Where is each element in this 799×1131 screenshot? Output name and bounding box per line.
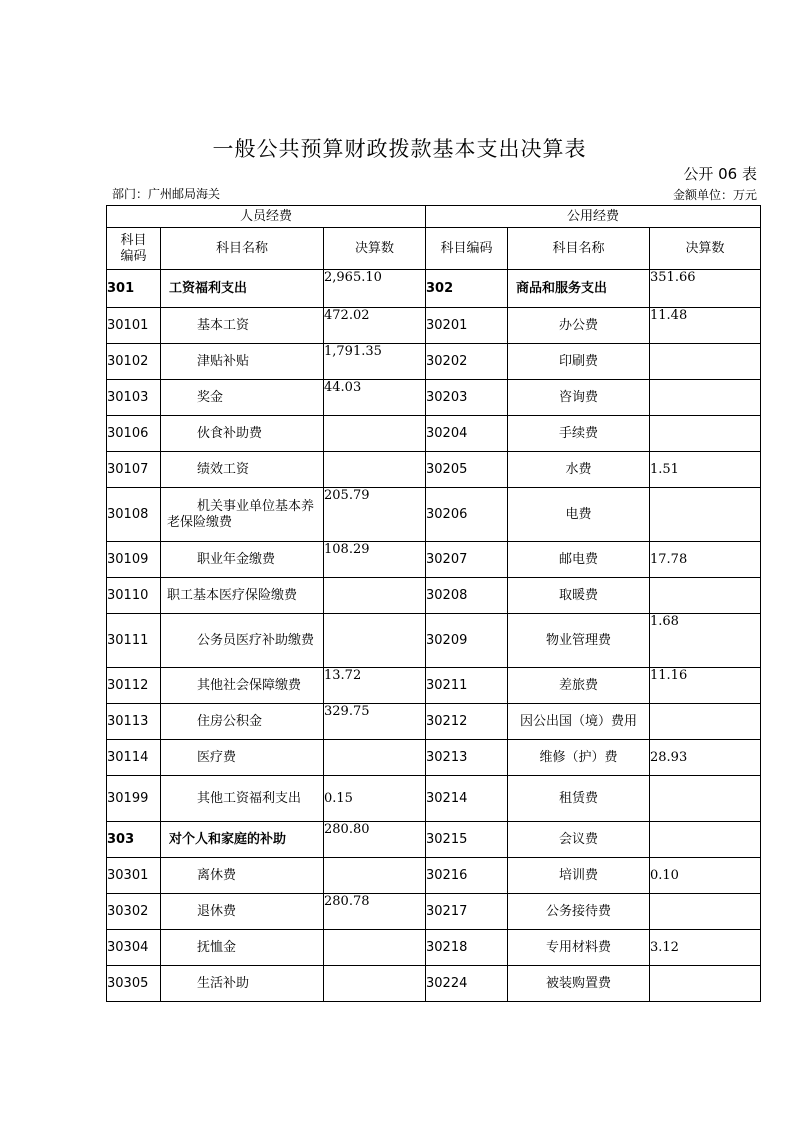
- column-header-row: [107, 228, 761, 270]
- right-item-code: 30213: [426, 740, 508, 776]
- left-item-amount: 472.02: [324, 308, 426, 344]
- table-row: [107, 416, 761, 452]
- left-item-name: 职业年金缴费: [161, 542, 324, 578]
- right-item-name: 因公出国（境）费用: [508, 704, 650, 740]
- right-item-name: 培训费: [508, 858, 650, 894]
- table-row: [107, 344, 761, 380]
- right-item-amount: 351.66: [650, 270, 761, 308]
- left-item-name: 其他工资福利支出: [161, 776, 324, 822]
- right-item-amount: [650, 894, 761, 930]
- left-item-code: 30110: [107, 578, 161, 614]
- left-item-code: 30103: [107, 380, 161, 416]
- left-item-code: 30302: [107, 894, 161, 930]
- table-row: [107, 578, 761, 614]
- left-item-amount: [324, 966, 426, 1002]
- right-item-code: 30217: [426, 894, 508, 930]
- right-amount-header: 决算数: [650, 228, 761, 270]
- left-code-header: 科目编码: [107, 228, 161, 270]
- right-item-code: 30211: [426, 668, 508, 704]
- right-item-amount: [650, 344, 761, 380]
- table-row: [107, 270, 761, 308]
- right-name-header: 科目名称: [508, 228, 650, 270]
- left-item-name: 基本工资: [161, 308, 324, 344]
- left-item-name: 退休费: [161, 894, 324, 930]
- right-item-name: 电费: [508, 488, 650, 542]
- left-item-code: 30106: [107, 416, 161, 452]
- expenditure-table: [106, 205, 761, 1002]
- left-item-name: 住房公积金: [161, 704, 324, 740]
- left-item-name: 对个人和家庭的补助: [161, 822, 324, 858]
- left-item-code: 30301: [107, 858, 161, 894]
- left-item-code: 30304: [107, 930, 161, 966]
- right-item-amount: 28.93: [650, 740, 761, 776]
- table-row: [107, 452, 761, 488]
- right-item-name: 物业管理费: [508, 614, 650, 668]
- right-item-code: 30216: [426, 858, 508, 894]
- left-item-code: 30102: [107, 344, 161, 380]
- left-item-amount: [324, 578, 426, 614]
- table-row: [107, 822, 761, 858]
- right-item-amount: 3.12: [650, 930, 761, 966]
- table-row: [107, 704, 761, 740]
- right-item-name: 租赁费: [508, 776, 650, 822]
- table-row: [107, 894, 761, 930]
- left-item-name: 离休费: [161, 858, 324, 894]
- right-item-code: 30206: [426, 488, 508, 542]
- right-item-code: 30209: [426, 614, 508, 668]
- table-row: [107, 380, 761, 416]
- right-item-name: 维修（护）费: [508, 740, 650, 776]
- right-code-header: 科目编码: [426, 228, 508, 270]
- left-item-amount: 2,965.10: [324, 270, 426, 308]
- left-item-code: 30112: [107, 668, 161, 704]
- right-item-name: 取暖费: [508, 578, 650, 614]
- right-item-amount: 11.48: [650, 308, 761, 344]
- left-item-name: 公务员医疗补助缴费: [161, 614, 324, 668]
- right-item-code: 30202: [426, 344, 508, 380]
- left-item-code: 30107: [107, 452, 161, 488]
- right-item-amount: [650, 704, 761, 740]
- left-item-code: 30109: [107, 542, 161, 578]
- right-item-name: 专用材料费: [508, 930, 650, 966]
- right-item-code: 30215: [426, 822, 508, 858]
- right-item-code: 30214: [426, 776, 508, 822]
- left-item-code: 30111: [107, 614, 161, 668]
- table-row: [107, 668, 761, 704]
- left-item-code: 303: [107, 822, 161, 858]
- right-item-code: 30212: [426, 704, 508, 740]
- right-item-amount: [650, 380, 761, 416]
- table-row: [107, 308, 761, 344]
- right-item-code: 30208: [426, 578, 508, 614]
- left-item-name: 职工基本医疗保险缴费: [161, 578, 324, 614]
- left-item-amount: 0.15: [324, 776, 426, 822]
- right-item-code: 30218: [426, 930, 508, 966]
- left-item-code: 301: [107, 270, 161, 308]
- right-item-amount: [650, 776, 761, 822]
- left-item-code: 30305: [107, 966, 161, 1002]
- left-item-name: 其他社会保障缴费: [161, 668, 324, 704]
- left-item-amount: [324, 452, 426, 488]
- left-item-name: 医疗费: [161, 740, 324, 776]
- left-item-name: 机关事业单位基本养老保险缴费: [161, 488, 324, 542]
- right-item-amount: 11.16: [650, 668, 761, 704]
- left-item-amount: 108.29: [324, 542, 426, 578]
- right-item-amount: 1.68: [650, 614, 761, 668]
- left-amount-header: 决算数: [324, 228, 426, 270]
- right-item-amount: [650, 578, 761, 614]
- right-item-name: 水费: [508, 452, 650, 488]
- right-item-name: 印刷费: [508, 344, 650, 380]
- right-item-amount: 17.78: [650, 542, 761, 578]
- left-item-amount: 280.78: [324, 894, 426, 930]
- left-item-name: 生活补助: [161, 966, 324, 1002]
- right-item-code: 302: [426, 270, 508, 308]
- left-item-amount: 329.75: [324, 704, 426, 740]
- department-label: 部门：广州邮局海关: [112, 187, 221, 201]
- right-item-code: 30224: [426, 966, 508, 1002]
- right-item-amount: [650, 416, 761, 452]
- left-item-code: 30114: [107, 740, 161, 776]
- left-item-amount: 44.03: [324, 380, 426, 416]
- left-item-code: 30113: [107, 704, 161, 740]
- amount-unit-label: 金额单位：万元: [672, 188, 757, 202]
- right-item-amount: 0.10: [650, 858, 761, 894]
- right-item-code: 30201: [426, 308, 508, 344]
- left-item-name: 津贴补贴: [161, 344, 324, 380]
- left-item-amount: 205.79: [324, 488, 426, 542]
- left-item-name: 抚恤金: [161, 930, 324, 966]
- table-row: [107, 614, 761, 668]
- table-row: [107, 858, 761, 894]
- left-item-amount: [324, 614, 426, 668]
- right-item-amount: [650, 966, 761, 1002]
- left-item-name: 奖金: [161, 380, 324, 416]
- page-title: 一般公共预算财政拨款基本支出决算表: [212, 137, 587, 161]
- left-item-amount: [324, 416, 426, 452]
- right-item-name: 办公费: [508, 308, 650, 344]
- right-item-amount: [650, 822, 761, 858]
- left-item-code: 30108: [107, 488, 161, 542]
- left-item-amount: [324, 858, 426, 894]
- table-row: [107, 542, 761, 578]
- left-item-amount: 13.72: [324, 668, 426, 704]
- left-item-amount: 280.80: [324, 822, 426, 858]
- personnel-expense-header: 人员经费: [107, 206, 426, 228]
- right-item-name: 会议费: [508, 822, 650, 858]
- table-row: [107, 930, 761, 966]
- form-number: 公开 06 表: [683, 165, 757, 183]
- right-item-amount: [650, 488, 761, 542]
- right-item-name: 公务接待费: [508, 894, 650, 930]
- right-item-name: 邮电费: [508, 542, 650, 578]
- left-item-name: 伙食补助费: [161, 416, 324, 452]
- table-row: [107, 740, 761, 776]
- table-row: [107, 776, 761, 822]
- left-item-name: 绩效工资: [161, 452, 324, 488]
- left-item-amount: [324, 740, 426, 776]
- public-expense-header: 公用经费: [426, 206, 761, 228]
- right-item-name: 商品和服务支出: [508, 270, 650, 308]
- right-item-code: 30207: [426, 542, 508, 578]
- table-row: [107, 488, 761, 542]
- right-item-name: 咨询费: [508, 380, 650, 416]
- right-item-name: 被装购置费: [508, 966, 650, 1002]
- group-header-row: [107, 206, 761, 228]
- right-item-code: 30205: [426, 452, 508, 488]
- table-row: [107, 966, 761, 1002]
- right-item-code: 30203: [426, 380, 508, 416]
- left-item-code: 30101: [107, 308, 161, 344]
- left-item-code: 30199: [107, 776, 161, 822]
- left-item-amount: [324, 930, 426, 966]
- left-name-header: 科目名称: [161, 228, 324, 270]
- right-item-code: 30204: [426, 416, 508, 452]
- right-item-name: 手续费: [508, 416, 650, 452]
- right-item-amount: 1.51: [650, 452, 761, 488]
- right-item-name: 差旅费: [508, 668, 650, 704]
- left-item-amount: 1,791.35: [324, 344, 426, 380]
- left-item-name: 工资福利支出: [161, 270, 324, 308]
